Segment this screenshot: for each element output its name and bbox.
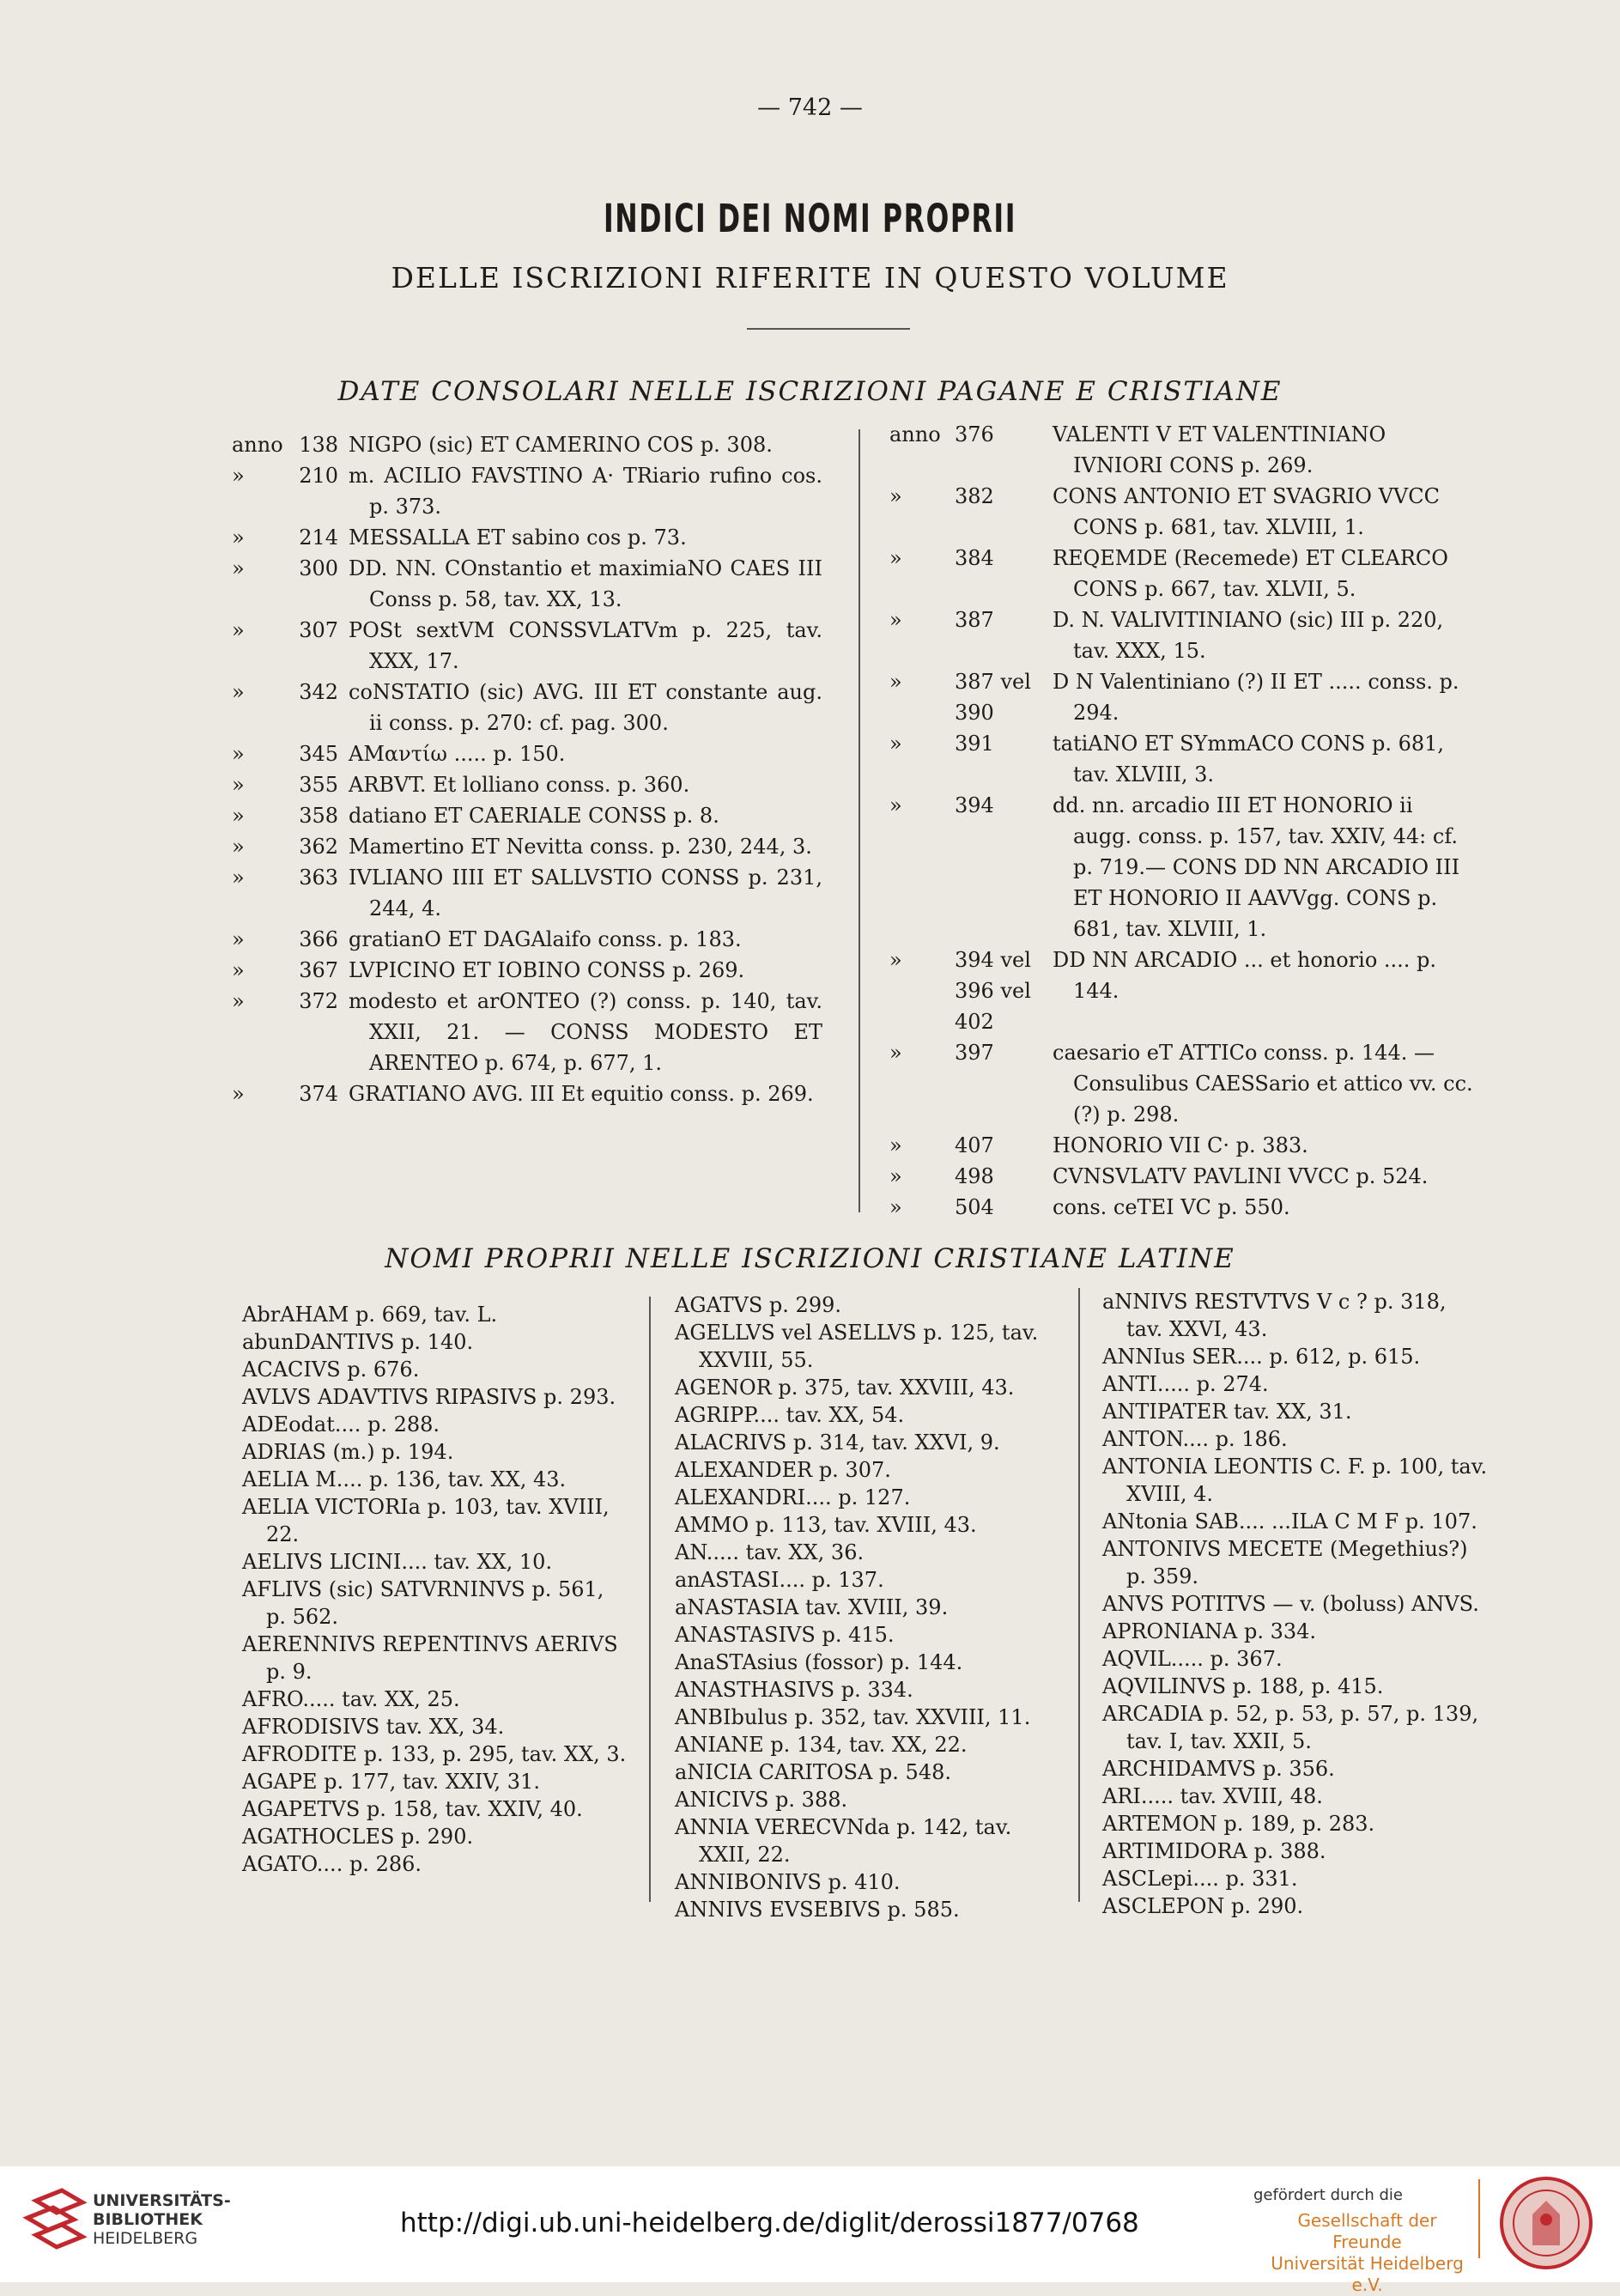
name-entry: aNASTASIA tav. XVIII, 39. (675, 1595, 949, 1619)
name-entry: ALEXANDER p. 307. (675, 1458, 891, 1482)
consular-dates-left-column (232, 429, 822, 1109)
funded-by-label: gefördert durch die (1253, 2186, 1403, 2204)
name-entry: ARTIMIDORA p. 388. (1102, 1839, 1326, 1863)
name-entry: ANTIPATER tav. XX, 31. (1102, 1400, 1352, 1424)
consular-entry (232, 769, 822, 800)
name-entry: AFRO..... tav. XX, 25. (242, 1687, 460, 1711)
entry-year: 372 (299, 989, 338, 1013)
entry-text: MESSALLA ET sabino cos p. 73. (349, 525, 687, 550)
name-entry: AFRODISIVS tav. XX, 34. (242, 1715, 505, 1739)
name-entry: ARI..... tav. XVIII, 48. (1102, 1784, 1323, 1808)
name-entry: AVLVS ADAVTIVS RIPASIVS p. 293. (242, 1385, 616, 1409)
entry-text: CONS ANTONIO ET SVAGRIO VVCC CONS p. 681, tav. XLVIII, 1. (1053, 484, 1440, 539)
entry-text: tatiANO ET SYmmACO CONS p. 681, tav. XLVIII, 3. (1053, 732, 1445, 787)
entry-text: DD. NN. COnstantio et maximiaNO CAES III Conss p. 58, tav. XX, 13. (349, 556, 822, 611)
name-entry: AGATO.... p. 286. (242, 1852, 422, 1876)
name-entry: ANTONIVS MECETE (Megethius?) p. 359. (1102, 1537, 1468, 1588)
consular-entry (889, 1161, 1473, 1192)
consular-entry (232, 1078, 822, 1109)
name-entry: AGATVS p. 299. (675, 1293, 841, 1317)
entry-text: POSt sextVM CONSSVLATVm p. 225, tav. XXX, 17. (349, 618, 822, 673)
name-entry: ALACRIVS p. 314, tav. XXVI, 9. (675, 1430, 1000, 1455)
entry-text: IVLIANO IIII ET SALLVSTIO CONSS p. 231, 244, 4. (349, 866, 822, 920)
consular-entry (889, 728, 1473, 790)
name-entry: ARCHIDAMVS p. 356. (1102, 1757, 1335, 1781)
entry-year: 355 (299, 773, 338, 797)
name-entry: ANASTHASIVS p. 334. (675, 1678, 913, 1702)
entry-year: 358 (299, 804, 338, 828)
entry-year: 387 vel 390 (955, 670, 1031, 725)
name-entry: AFLIVS (sic) SATVRNINVS p. 561, p. 562. (242, 1577, 604, 1629)
name-entry: AGATHOCLES p. 290. (242, 1825, 474, 1849)
entry-year-label: » (232, 866, 245, 890)
permalink-url[interactable]: http://digi.ub.uni-heidelberg.de/diglit/derossi1877/0768 (400, 2208, 1139, 2238)
library-name: UNIVERSITÄTS- BIBLIOTHEK HEIDELBERG (93, 2191, 231, 2248)
consular-entry (232, 553, 822, 615)
entry-text: HONORIO VII C· p. 383. (1053, 1133, 1308, 1157)
footer-divider (1478, 2179, 1480, 2258)
name-entry: ARTEMON p. 189, p. 283. (1102, 1812, 1375, 1836)
name-entry: AGAPETVS p. 158, tav. XXIV, 40. (242, 1797, 583, 1821)
name-entry: ADEodat.... p. 288. (242, 1412, 440, 1437)
name-entry: ANTON.... p. 186. (1102, 1427, 1288, 1451)
title-divider (747, 328, 910, 330)
name-entry: AGENOR p. 375, tav. XXVIII, 43. (675, 1376, 1015, 1400)
entry-year-label: » (232, 1082, 245, 1106)
entry-year-label: » (232, 835, 245, 859)
entry-year: 374 (299, 1082, 338, 1106)
entry-year-label: » (232, 773, 245, 797)
entry-year-label: » (889, 608, 902, 632)
entry-year-label: » (889, 1133, 902, 1157)
name-entry: AbrAHAM p. 669, tav. L. (242, 1303, 498, 1327)
name-entry: AGELLVS vel ASELLVS p. 125, tav. XXVIII, 55. (675, 1321, 1039, 1372)
entry-text: NIGPO (sic) ET CAMERINO COS p. 308. (349, 433, 773, 457)
university-seal-icon (1498, 2175, 1594, 2271)
entry-year-label: » (889, 793, 902, 817)
names-column-3 (1102, 1288, 1489, 1920)
name-entry: AN..... tav. XX, 36. (675, 1540, 865, 1564)
name-entry: AnaSTAsius (fossor) p. 144. (675, 1650, 963, 1674)
entry-text: dd. nn. arcadio III ET HONORIO ii augg. conss. p. 157, tav. XXIV, 44: cf. p. 719.— CONS DD NN ARCADIO III ET HONORIO II AAVVgg. CONS p. 681, tav. XLVIII, 1. (1053, 793, 1460, 941)
name-entry: ACACIVS p. 676. (242, 1358, 420, 1382)
entry-text: LVPICINO ET IOBINO CONSS p. 269. (349, 958, 745, 982)
entry-year: 394 vel 396 vel 402 (955, 948, 1031, 1034)
entry-year-label: » (232, 680, 245, 704)
entry-text: cons. ceTEI VC p. 550. (1053, 1195, 1290, 1219)
entry-text: D N Valentiniano (?) II ET ..... conss. p. 294. (1053, 670, 1459, 725)
name-entry: AFRODITE p. 133, p. 295, tav. XX, 3. (242, 1742, 627, 1766)
entry-year-label: » (232, 927, 245, 951)
name-entry: AMMO p. 113, tav. XVIII, 43. (675, 1513, 977, 1537)
name-entry: AGRIPP.... tav. XX, 54. (675, 1403, 905, 1427)
name-entry: abunDANTIVS p. 140. (242, 1330, 474, 1354)
consular-entry (889, 481, 1473, 543)
consular-entry (232, 862, 822, 924)
name-entry: ASCLepi.... p. 331. (1102, 1867, 1298, 1891)
name-entry: ANNIus SER.... p. 612, p. 615. (1102, 1345, 1421, 1369)
consular-entry (889, 1192, 1473, 1223)
consular-entry (889, 604, 1473, 666)
entry-text: datiano ET CAERIALE CONSS p. 8. (349, 804, 719, 828)
name-entry: ANBIbulus p. 352, tav. XXVIII, 11. (675, 1705, 1031, 1729)
entry-year: 387 (955, 608, 994, 632)
consular-entry (232, 460, 822, 522)
entry-year-label: » (232, 618, 245, 642)
entry-year: 384 (955, 546, 994, 570)
entry-text: CVNSVLATV PAVLINI VVCC p. 524. (1053, 1164, 1429, 1188)
entry-year: 394 (955, 793, 994, 817)
entry-year: 498 (955, 1164, 994, 1188)
entry-year-label: » (889, 670, 902, 694)
entry-text: ARBVT. Et lolliano conss. p. 360. (349, 773, 690, 797)
consular-entry (232, 615, 822, 677)
column-divider (859, 429, 860, 1212)
consular-entry (889, 790, 1473, 945)
consular-dates-right-column (889, 419, 1473, 1223)
entry-year: 210 (299, 464, 338, 488)
entry-text: caesario eT ATTICo conss. p. 144. — Consulibus CAESSario et attico vv. cc. (?) p. 298. (1053, 1041, 1473, 1127)
name-entry: AGAPE p. 177, tav. XXIV, 31. (242, 1770, 540, 1794)
entry-text: coNSTATIO (sic) AVG. III ET constante aug. ii conss. p. 270: cf. pag. 300. (349, 680, 822, 735)
society-name: Gesellschaft der Freunde Universität Heidelberg e.V. (1271, 2210, 1464, 2295)
entry-year: 300 (299, 556, 338, 580)
name-entry: aNICIA CARITOSA p. 548. (675, 1760, 951, 1784)
entry-year-label: » (889, 732, 902, 756)
entry-year: 397 (955, 1041, 994, 1065)
entry-year: 342 (299, 680, 338, 704)
consular-entry (232, 924, 822, 955)
entry-year-label: » (889, 484, 902, 508)
entry-text: AMαντίω ..... p. 150. (349, 742, 566, 766)
consular-entry (889, 1037, 1473, 1130)
entry-year: 382 (955, 484, 994, 508)
name-entry: ANVS POTITVS — v. (boluss) ANVS. (1102, 1592, 1479, 1616)
name-entry: ANNIVS EVSEBIVS p. 585. (675, 1898, 960, 1922)
entry-year-label: » (889, 1041, 902, 1065)
entry-text: gratianO ET DAGAlaifo conss. p. 183. (349, 927, 742, 951)
entry-text: GRATIANO AVG. III Et equitio conss. p. 269. (349, 1082, 814, 1106)
entry-year: 504 (955, 1195, 994, 1219)
entry-year: 362 (299, 835, 338, 859)
entry-year-label: » (889, 1195, 902, 1219)
entry-year-label: » (232, 742, 245, 766)
entry-year-label: anno (889, 422, 941, 446)
entry-year-label: » (232, 525, 245, 550)
entry-year-label: » (232, 958, 245, 982)
entry-year-label: » (889, 948, 902, 972)
entry-text: DD NN ARCADIO ... et honorio .... p. 144. (1053, 948, 1437, 1003)
entry-year-label: » (232, 556, 245, 580)
page-subtitle: DELLE ISCRIZIONI RIFERITE IN QUESTO VOLUME (391, 261, 1229, 295)
entry-year: 407 (955, 1133, 994, 1157)
name-entry: AELIVS LICINI.... tav. XX, 10. (242, 1550, 553, 1574)
name-entry: AELIA M.... p. 136, tav. XX, 43. (242, 1467, 567, 1491)
consular-entry (889, 1130, 1473, 1161)
entry-year-label: anno (232, 433, 283, 457)
name-entry: anASTASI.... p. 137. (675, 1568, 884, 1592)
consular-entry (232, 986, 822, 1078)
consular-entry (232, 955, 822, 986)
consular-entry (889, 419, 1473, 481)
entry-year: 138 (299, 433, 338, 457)
consular-entry (232, 800, 822, 831)
name-entry: ARCADIA p. 52, p. 53, p. 57, p. 139, tav. I, tav. XXII, 5. (1102, 1702, 1479, 1753)
entry-text: REQEMDE (Recemede) ET CLEARCO CONS p. 667, tav. XLVII, 5. (1053, 546, 1448, 601)
name-entry: ADRIAS (m.) p. 194. (242, 1440, 454, 1464)
name-entry: ANIANE p. 134, tav. XX, 22. (675, 1733, 968, 1757)
name-entry: ANtonia SAB.... ...ILA C M F p. 107. (1102, 1509, 1477, 1534)
entry-year-label: » (232, 804, 245, 828)
name-entry: ANASTASIVS p. 415. (675, 1623, 895, 1647)
name-entry: ANNIA VERECVNda p. 142, tav. XXII, 22. (675, 1815, 1012, 1867)
consular-entry (232, 831, 822, 862)
entry-year: 391 (955, 732, 994, 756)
page-title: INDICI DEI NOMI PROPRII (603, 196, 1017, 241)
consular-entry (889, 666, 1473, 728)
names-column-1 (242, 1301, 627, 1878)
entry-year: 367 (299, 958, 338, 982)
column-divider (649, 1297, 651, 1902)
name-entry: AQVIL..... p. 367. (1102, 1647, 1283, 1671)
consular-entry (889, 543, 1473, 604)
entry-year: 307 (299, 618, 338, 642)
entry-year-label: » (889, 546, 902, 570)
entry-text: Mamertino ET Nevitta conss. p. 230, 244, 3. (349, 835, 812, 859)
entry-text: modesto et arONTEO (?) conss. p. 140, tav. XXII, 21. — CONSS MODESTO ET ARENTEO p. 674, p. 677, 1. (349, 989, 822, 1075)
column-divider (1078, 1288, 1080, 1902)
name-entry: APRONIANA p. 334. (1102, 1619, 1317, 1643)
entry-year-label: » (889, 1164, 902, 1188)
consular-entry (232, 429, 822, 460)
name-entry: AELIA VICTORIa p. 103, tav. XVIII, 22. (242, 1495, 610, 1546)
name-entry: AQVILINVS p. 188, p. 415. (1102, 1674, 1384, 1698)
entry-year: 214 (299, 525, 338, 550)
entry-year: 366 (299, 927, 338, 951)
consular-entry (232, 677, 822, 738)
consular-entry (232, 738, 822, 769)
entry-year: 363 (299, 866, 338, 890)
name-entry: ANNIBONIVS p. 410. (675, 1870, 901, 1894)
page-number: — 742 — (757, 94, 863, 121)
entry-year-label: » (232, 989, 245, 1013)
name-entry: ASCLEPON p. 290. (1102, 1894, 1304, 1918)
section-heading-consular: DATE CONSOLARI NELLE ISCRIZIONI PAGANE E CRISTIANE (337, 376, 1283, 407)
name-entry: ALEXANDRI.... p. 127. (675, 1485, 911, 1509)
consular-entry (889, 945, 1473, 1037)
name-entry: AERENNIVS REPENTINVS AERIVS p. 9. (242, 1632, 618, 1684)
name-entry: ANTONIA LEONTIS C. F. p. 100, tav. XVIII, 4. (1102, 1455, 1488, 1506)
entry-year-label: » (232, 464, 245, 488)
entry-text: D. N. VALIVITINIANO (sic) III p. 220, tav. XXX, 15. (1053, 608, 1444, 663)
names-column-2 (675, 1291, 1061, 1923)
name-entry: aNNIVS RESTVTVS V c ? p. 318, tav. XXVI, 43. (1102, 1290, 1447, 1341)
entry-year: 345 (299, 742, 338, 766)
section-heading-names: NOMI PROPRII NELLE ISCRIZIONI CRISTIANE LATINE (385, 1243, 1235, 1274)
entry-text: m. ACILIO FAVSTINO A· TRiario rufino cos. p. 373. (349, 464, 822, 519)
name-entry: ANICIVS p. 388. (675, 1788, 848, 1812)
entry-text: VALENTI V ET VALENTINIANO IVNIORI CONS p. 269. (1053, 422, 1386, 477)
entry-year: 376 (955, 422, 994, 446)
consular-entry (232, 522, 822, 553)
name-entry: ANTI..... p. 274. (1102, 1372, 1269, 1396)
